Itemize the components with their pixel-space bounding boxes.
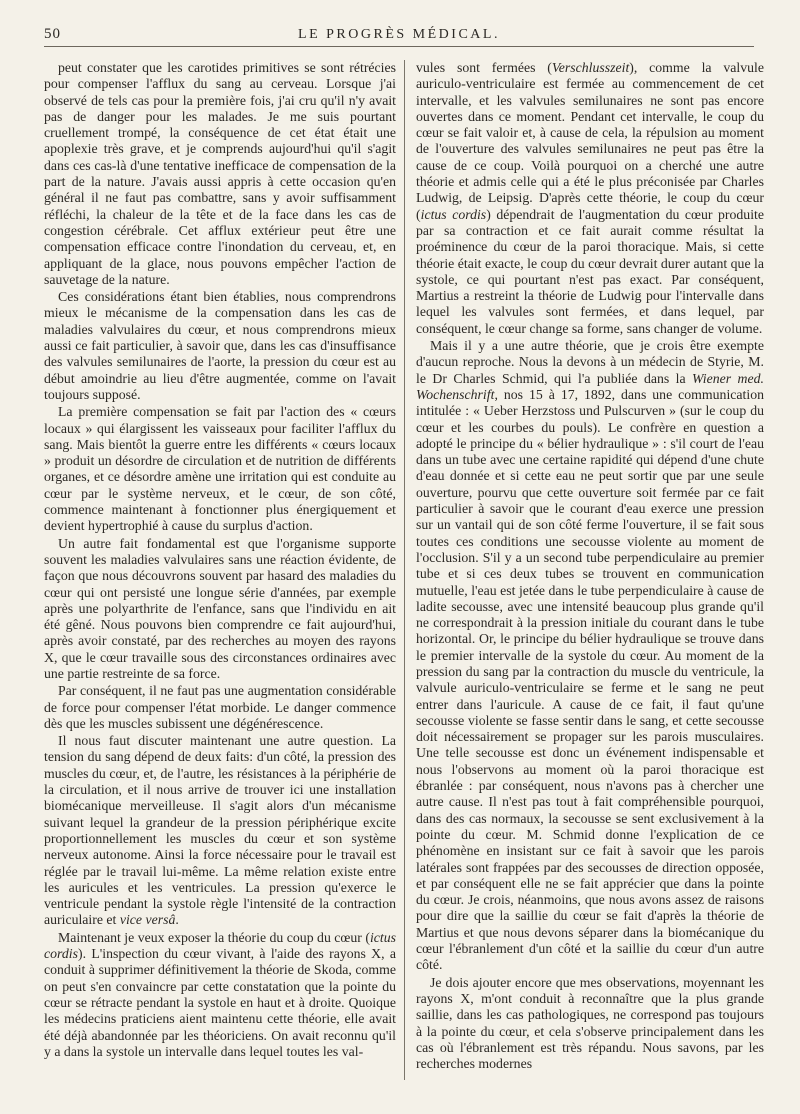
paragraph bbox=[44, 683, 396, 732]
paragraph bbox=[44, 536, 396, 683]
paragraph bbox=[44, 733, 396, 929]
italic-text: ictus cordis bbox=[420, 206, 487, 222]
text-run: Ces considérations étant bien établies, nous comprendrons mieux le mécanisme de la compensation dans les cas de maladies valvulaires du cœur, et nous comprendrons mieux aussi ce fait particulier, à savoir que, dans les cas d'insuffisance des valvules semilunaires de l'aorte, la pression du cœur est au début amoindrie au lieu d'être augmentée, comme on l'avait toujours supposé. bbox=[44, 289, 396, 402]
text-run: Par conséquent, il ne faut pas une augmentation considérable de force pour compenser l'état morbide. Le danger commence dès que les muscles subissent une dégénérescence. bbox=[44, 683, 396, 731]
text-run: vules sont fermées ( bbox=[416, 60, 552, 75]
paragraph bbox=[416, 975, 764, 1073]
text-run: , nos 15 à 17, 1892, dans une communication intitulée : « Ueber Herzstoss und Pulscurven » (sur le coup du cœur et les courbes du pouls). Le confrère en question a adopté le principe du « bélier hydraulique » : s'il court de l'eau dans un tube avec une certaine rapidité qui dépend d'une chute d'eau donnée et si cette eau ne peut sortir que par une seule ouverture, pourvu que cette ouverture soit fermée par ce fait particulier à savoir que le courant d'eau exerce une pression sur un vantail qui de son côté ferme l'ouverture, il se fait sous toutes ces conditions une secousse violente au moment de l'occlusion. S'il y a un second tube perpendiculaire au premier tube et si ces deux tubes se trouvent en communication mutuelle, l'eau est jetée dans le tube perpendiculaire à cause de ladite secousse, avec une intensité beaucoup plus grande qu'il ne correspondrait à la pression initiale du courant dans le tube horizontal. Or, le principe du bélier hydraulique se trouve dans le premier intervalle de la systole du cœur. Au moment de la pression du sang par la contraction du muscle du ventricule, la valvule auriculo-ventriculaire se ferme et le sang ne peut entrer dans l'auricule. A cause de ce fait, il faut qu'une secousse violente se fasse sentir dans le sang, et cette secousse doit nécessairement se propager sur les parois musculaires. Une telle secousse est donc un événement indispensable et nous l'observons au moment où la paroi thoracique est ébranlée : par conséquent, nous n'avons pas à chercher une autre cause. Il n'est pas tout à fait compréhensible pourquoi, dans des cas normaux, la secousse se sent exclusivement à la pointe du cœur. M. Schmid donne l'explication de ce phénomène en insistant sur ce fait à savoir que les parois latérales sont frappées par des secousses de direction opposée, et par conséquent elle ne se fait apprécier que dans la pointe du cœur. Je crois, néanmoins, que nous avons assez de raisons pour dire que la saillie du cœur se fait d'après la théorie de Martius et que nous devons séparer dans la biomécanique du cœur l'ébranlement d'un côté et la saillie du cœur d'un autre côté. bbox=[416, 386, 764, 973]
page-number: 50 bbox=[44, 26, 61, 42]
text-run: Il nous faut discuter maintenant une autre question. La tension du sang dépend de deux faits: d'un côté, la pression des muscles du cœur, et, de l'autre, les résistances à la périphérie de la circulation, et il nous arrive de trouver ici une installation biomécanique merveilleuse. Il s'agit alors d'un mécanisme suivant lequel la grandeur de la pression périphérique excite proportionnellement les muscles du cœur et son système nerveux autonome. Ainsi la force nécessaire pour le travail est réglée par le travail lui-même. La même relation existe entre les auricules et les ventricules. La pression qu'exerce le ventricule pendant la systole règle l'intensité de la contraction auriculaire et bbox=[44, 733, 396, 928]
left-column bbox=[44, 60, 396, 1095]
page-header bbox=[44, 26, 754, 47]
paragraph bbox=[416, 60, 764, 337]
column-divider bbox=[404, 60, 405, 1080]
text-run: La première compensation se fait par l'action des « cœurs locaux » qui élargissent les vaisseaux pour faciliter l'afflux du sang. Mais bientôt la guerre entre les différents « cœurs locaux » produit un désordre de circulation et de nutrition de différents organes, et ce désordre amène une irritation qui est conduite au cœur par le système nerveux, et le cœur, de son côté, commence maintenant à fonctionner plus énergiquement et devient hypertrophié à cause du surplus d'action. bbox=[44, 404, 396, 534]
text-run: Maintenant je veux exposer la théorie du coup du cœur ( bbox=[58, 929, 370, 945]
italic-text: ictus cordis bbox=[44, 929, 396, 962]
text-run: . bbox=[175, 912, 179, 928]
text-run: peut constater que les carotides primitives se sont rétrécies pour compenser l'afflux du sang au cerveau. Lorsque j'ai observé de tels cas pour la première fois, j'ai cru qu'il n'y avait pas de danger pour les malades. Je me suis pourtant cruellement trompé, la conséquence de cet état était une apoplexie très grave, et je comprends aujourd'hui qu'il s'agit dans ces cas-là d'une tentative inefficace de compensation de la part de la nature. J'avais aussi appris à cette occasion qu'en général il ne faut pas combattre, sans y avoir suffisamment réfléchi, la chaleur de la tête et de la face dans les cas de congestion cérébrale. Cet afflux extérieur peut être une compensation efficace contre l'inondation du cerveau, et, en appliquant de la glace, nous pouvons empêcher l'action de sauvetage de la nature. bbox=[44, 60, 396, 287]
italic-text: vice versâ bbox=[119, 912, 176, 928]
paragraph bbox=[44, 930, 396, 1060]
right-column bbox=[416, 60, 764, 1095]
italic-text: Wiener med. Wochenschrift bbox=[416, 370, 764, 402]
running-title: LE PROGRÈS MÉDICAL. bbox=[298, 27, 500, 42]
paragraph bbox=[416, 338, 764, 974]
paragraph bbox=[44, 289, 396, 403]
text-run: ). L'inspection du cœur vivant, à l'aide des rayons X, a conduit à supprimer définitivement la théorie de Skoda, comme on peut s'en convaincre par cette constatation que la pointe du cœur se rétracte pendant la systole en haut et à droite. Quoique les médecins praticiens aient maintenu cette théorie, elle avait été déjà abandonnée par les théoriciens. On avait reconnu qu'il y a dans la systole un intervalle dans lequel toutes les val- bbox=[44, 946, 396, 1059]
text-run: Je dois ajouter encore que mes observations, moyennant les rayons X, m'ont conduit à reconnaître que la plus grande saillie, dans les cas pathologiques, ne correspond pas toujours à la pointe du cœur, et cela s'observe principalement dans les cas où l'ébranlement est très répandu. Nous savons, par les recherches modernes bbox=[416, 974, 764, 1072]
text-run: Mais il y a une autre théorie, que je crois être exempte d'aucun reproche. Nous la devons à un médecin de Styrie, M. le Dr Charles Schmid, qui l'a publiée dans la bbox=[416, 338, 764, 386]
text-run: Un autre fait fondamental est que l'organisme supporte souvent les maladies valvulaires sans une réaction évidente, de façon que nous découvrons souvent par hasard des maladies du cœur qui ont persisté une longue série d'années, par exemple après une polyarthrite de l'enfance, sans que l'individu en ait été gêné. Nous pouvons bien comprendre ce fait aujourd'hui, après avoir constaté, par des recherches au moyen des rayons X, que le cœur travaille sous des circonstances ordinaires avec une partie restreinte de sa force. bbox=[44, 535, 396, 681]
italic-text: Verschlusszeit bbox=[551, 60, 630, 75]
text-run: ), comme la valvule auriculo-ventriculaire est fermée au commencement de cet intervalle, et les valvules semilunaires ne sont pas encore ouvertes dans ce moment. Pendant cet intervalle, le coup du cœur se fait valoir et, à cause de cela, la répulsion au moment de l'ouverture des valvules semilunaires ne peut pas être la cause de ce coup. Voilà pourquoi on a cherché une autre théorie et admis celle qui a été le plus préconisée par Charles Ludwig, de Leipsig. D'après cette théorie, le coup du cœur ( bbox=[416, 60, 764, 222]
paragraph bbox=[44, 60, 396, 288]
paragraph bbox=[44, 404, 396, 534]
text-run: ) dépendrait de l'augmentation du cœur produite par sa contraction et ce fait aurait comme résultat la proéminence du cœur de la paroi thoracique. Mais, si cette théorie était exacte, le coup du cœur devrait durer autant que la systole, ce qui pourtant n'est pas exact. Par conséquent, Martius a restreint la théorie de Ludwig pour l'intervalle dans lequel les valvules sont fermées, et dans lequel, par conséquent, le cœur change sa forme, sans changer de volume. bbox=[416, 206, 764, 336]
